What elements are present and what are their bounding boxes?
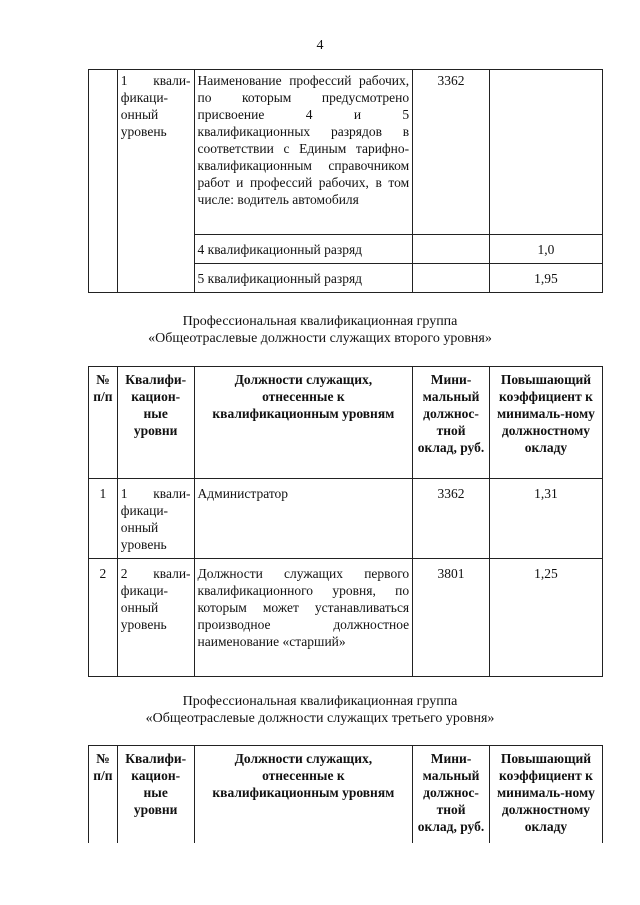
cell-coef: 1,25 <box>489 559 602 677</box>
group-heading-third-level <box>0 693 640 727</box>
header-description: Должности служащих, отнесенные к квалификационным уровням <box>194 367 413 479</box>
cell-level: 1 квали-фикаци-онный уровень <box>117 70 194 293</box>
header-level: Квалифи-кацион-ные уровни <box>117 367 194 479</box>
page-number: 4 <box>316 38 324 53</box>
table-row <box>89 70 603 235</box>
heading-line: «Общеотраслевые должности служащих третьего уровня» <box>145 711 495 726</box>
cell-coef: 1,31 <box>489 479 602 559</box>
cell-coef: 1,0 <box>489 235 602 264</box>
header-salary: Мини-мальный должнос-тной оклад, руб. <box>413 746 490 844</box>
cell-description: Наименование профессий рабочих, по которым предусмотрено присвоение 4 и 5 квалификационных разрядов в соответствии с Единым тарифно-квалификационным справочником работ и профессий рабочих, в том числе: водитель автомобиля <box>194 70 413 235</box>
cell-description: 4 квалификационный разряд <box>194 235 413 264</box>
group-heading-second-level <box>0 313 640 347</box>
header-description: Должности служащих, отнесенные к квалификационным уровням <box>194 746 413 844</box>
cell-coef: 1,95 <box>489 264 602 293</box>
header-num: № п/п <box>89 367 118 479</box>
header-level: Квалифи-кацион-ные уровни <box>117 746 194 844</box>
table-header-row <box>89 746 603 844</box>
table-third-level <box>88 745 603 843</box>
cell-description: 5 квалификационный разряд <box>194 264 413 293</box>
table-workers-continuation <box>88 69 603 293</box>
cell-description: Должности служащих первого квалификационного уровня, по которым может устанавливаться производное должностное наименование «старший» <box>194 559 413 677</box>
cell-salary: 3362 <box>413 479 490 559</box>
cell-salary: 3362 <box>413 70 490 235</box>
heading-line: Профессиональная квалификационная группа <box>182 694 458 709</box>
table-second-level <box>88 366 603 677</box>
table-row <box>89 479 603 559</box>
header-coef: Повышающий коэффициент к минималь-ному должностному окладу <box>489 746 602 844</box>
cell-salary <box>413 235 490 264</box>
cell-salary: 3801 <box>413 559 490 677</box>
table-third-level-wrapper <box>0 745 640 843</box>
heading-line: «Общеотраслевые должности служащих второго уровня» <box>148 331 492 346</box>
cell-level: 2 квали-фикаци-онный уровень <box>117 559 194 677</box>
cell-num: 1 <box>89 479 118 559</box>
heading-line: Профессиональная квалификационная группа <box>182 314 458 329</box>
table-row <box>89 559 603 677</box>
header-salary: Мини-мальный должнос-тной оклад, руб. <box>413 367 490 479</box>
cell-num: 2 <box>89 559 118 677</box>
header-coef: Повышающий коэффициент к минималь-ному должностному окладу <box>489 367 602 479</box>
cell-num <box>89 70 118 293</box>
cell-level: 1 квали-фикаци-онный уровень <box>117 479 194 559</box>
header-num: № п/п <box>89 746 118 844</box>
cell-coef <box>489 70 602 235</box>
table-header-row <box>89 367 603 479</box>
cell-description: Администратор <box>194 479 413 559</box>
cell-salary <box>413 264 490 293</box>
